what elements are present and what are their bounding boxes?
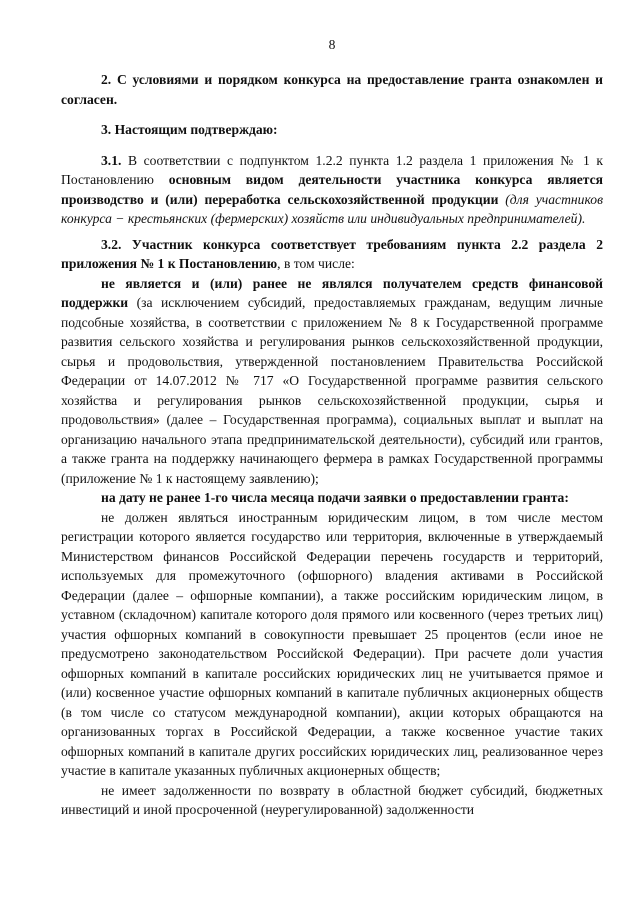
paragraph-2 — [61, 70, 603, 109]
paragraph-3-2-foreign-entity — [61, 508, 603, 781]
paragraph-3-1 — [61, 151, 603, 229]
paragraph-3-2-date — [61, 488, 603, 508]
paragraph-3-2-financial-support-text: (за исключением субсидий, предоставляемых гражданам, ведущим личные подсобные хозяйства, в соответствии с приложением № 8 к Государственной программе развития сельского хозяйства и регулирования рынков сельскохозяйственной продукции, сырья и продовольствия, утвержденной постановлением Правительства Российской Федерации от 14.07.2012 № 717 «О Государственной программе развития сельского хозяйства и регулирования рынков сельскохозяйственной продукции, сырья и продовольствия» (далее – Государственная программа), социальных выплат и выплат на организацию начального этапа предпринимательской деятельности), субсидий или грантов, а также гранта на поддержку начинающего фермера в рамках Государственной программы (приложение № 1 к настоящему заявлению); — [61, 295, 603, 486]
paragraph-3-2-debt-text: не имеет задолженности по возврату в областной бюджет субсидий, бюджетных инвестиций и иной просроченной (неурегулированной) задолженности — [61, 782, 603, 817]
paragraph-2-bold: 2. С условиями и порядком конкурса на предоставление гранта ознакомлен и согласен. — [61, 72, 603, 107]
paragraph-3-1-bold: основным видом деятельности участника конкурса является производство и (или) переработка сельскохозяйственной продукции — [61, 172, 603, 207]
paragraph-3 — [61, 120, 603, 140]
paragraph-3-2-financial-support-bold: не является и (или) ранее не являлся получателем средств финансовой поддержки — [61, 275, 603, 310]
paragraph-3-1-italic: (для участников конкурса − крестьянских (фермерских) хозяйств или индивидуальных предпринимателей). — [61, 191, 603, 226]
paragraph-3-2-financial-support — [61, 274, 603, 489]
paragraph-3-bold: 3. Настоящим подтверждаю: — [101, 122, 278, 137]
paragraph-3-2-text: , в том числе: — [277, 256, 355, 271]
page-number: 8 — [328, 37, 336, 52]
paragraph-3-1-text-1: В соответствии с подпунктом 1.2.2 пункта 1.2 раздела 1 приложения № 1 к Постановлению — [61, 152, 603, 187]
paragraph-3-2-foreign-entity-text: не должен являться иностранным юридическим лицом, в том числе местом регистрации которого является государство или территория, включенные в утверждаемый Министерством финансов Российской Федерации перечень государств и территорий, используемых для промежуточного (офшорного) владения активами в Российской Федерации (далее – офшорные компании), а также российским юридическим лицом, в уставном (складочном) капитале которого доля прямого или косвенного (через третьих лиц) участия офшорных компаний в совокупности превышает 25 процентов (если иное не предусмотрено законодательством Российской Федерации). При расчете доли участия офшорных компаний в капитале российских юридических лиц не учитывается прямое и (или) косвенное участие офшорных компаний в капитале публичных акционерных обществ (в том числе со статусом международной компании), акции которых обращаются на организованных торгах в Российской Федерации, а также косвенное участие таких офшорных компаний в капитале других российских юридических лиц, реализованное через участие в капитале указанных публичных акционерных обществ; — [61, 509, 603, 778]
paragraph-3-2-date-bold: на дату не ранее 1-го числа месяца подачи заявки о предоставлении гранта: — [101, 490, 569, 505]
paragraph-3-1-number: 3.1. — [101, 152, 122, 168]
paragraph-3-2 — [61, 235, 603, 274]
paragraph-3-2-bold: 3.2. Участник конкурса соответствует требованиям пункта 2.2 раздела 2 приложения № 1 к Постановлению — [61, 236, 603, 271]
paragraph-3-2-debt — [61, 781, 603, 820]
